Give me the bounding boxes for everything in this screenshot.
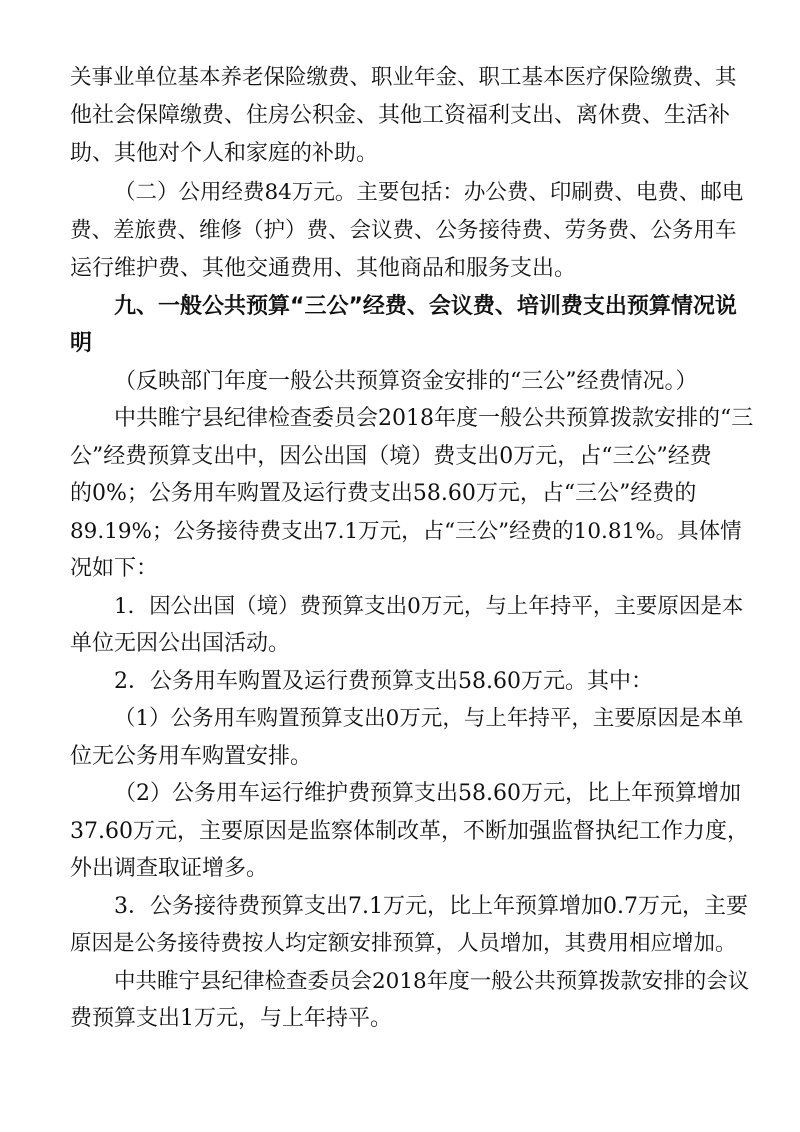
list-item-text: （2）公务用车运行维护费预算支出58.60万元，比上年预算增加 (114, 781, 741, 806)
list-item-text: 1．因公出国（境）费预算支出0万元，与上年持平，主要原因是本 (114, 594, 744, 619)
list-item-text: 单位无因公出国活动。 (70, 631, 291, 656)
section-heading: 明 (70, 331, 93, 356)
body-text-line: 他社会保障缴费、住房公积金、其他工资福利支出、离休费、生活补 (70, 103, 731, 128)
body-text-line: 关事业单位基本养老保险缴费、职业年金、职工基本医疗保险缴费、其 (70, 65, 737, 90)
body-text-line: 中共睢宁县纪律检查委员会2018年度一般公共预算拨款安排的会议 (114, 969, 750, 994)
list-item-text: 2．公务用车购置及运行费预算支出58.60万元。其中： (114, 669, 653, 694)
body-text-line: 况如下： (70, 556, 159, 581)
body-text-line: 公”经费预算支出中，因公出国（境）费支出0万元，占“三公”经费 (70, 444, 712, 469)
list-item-text: 位无公务用车购置安排。 (70, 744, 313, 769)
list-item-text: 外出调查取证增多。 (70, 856, 269, 881)
body-text-line: 中共睢宁县纪律检查委员会2018年度一般公共预算拨款安排的“三 (114, 406, 754, 431)
section-heading: 九、一般公共预算“三公”经费、会议费、培训费支出预算情况说 (114, 294, 737, 319)
body-text-line: 的0%；公务用车购置及运行费支出58.60万元，占“三公”经费的 (70, 481, 697, 506)
list-item-text: 原因是公务接待费按人均定额安排预算，人员增加，其费用相应增加。 (70, 931, 737, 956)
list-item-text: 37.60万元，主要原因是监察体制改革，不断加强监督执纪工作力度， (70, 819, 749, 844)
body-text-line: 运行维护费、其他交通费用、其他商品和服务支出。 (70, 256, 577, 281)
body-text-line: 费、差旅费、维修（护）费、会议费、公务接待费、劳务费、公务用车 (70, 218, 737, 243)
body-text-line: （反映部门年度一般公共预算资金安排的“三公”经费情况。） (114, 369, 698, 394)
list-item-text: 3．公务接待费预算支出7.1万元，比上年预算增加0.7万元，主要 (114, 894, 748, 919)
body-text-line: （二）公用经费84万元。主要包括：办公费、印刷费、电费、邮电 (114, 180, 744, 205)
list-item-text: （1）公务用车购置预算支出0万元，与上年持平，主要原因是本单 (114, 706, 744, 731)
body-text-line: 费预算支出1万元，与上年持平。 (70, 1006, 392, 1031)
body-text-line: 助、其他对个人和家庭的补助。 (70, 141, 379, 166)
body-text-line: 89.19%；公务接待费支出7.1万元，占“三公”经费的10.81%。具体情 (70, 519, 742, 544)
